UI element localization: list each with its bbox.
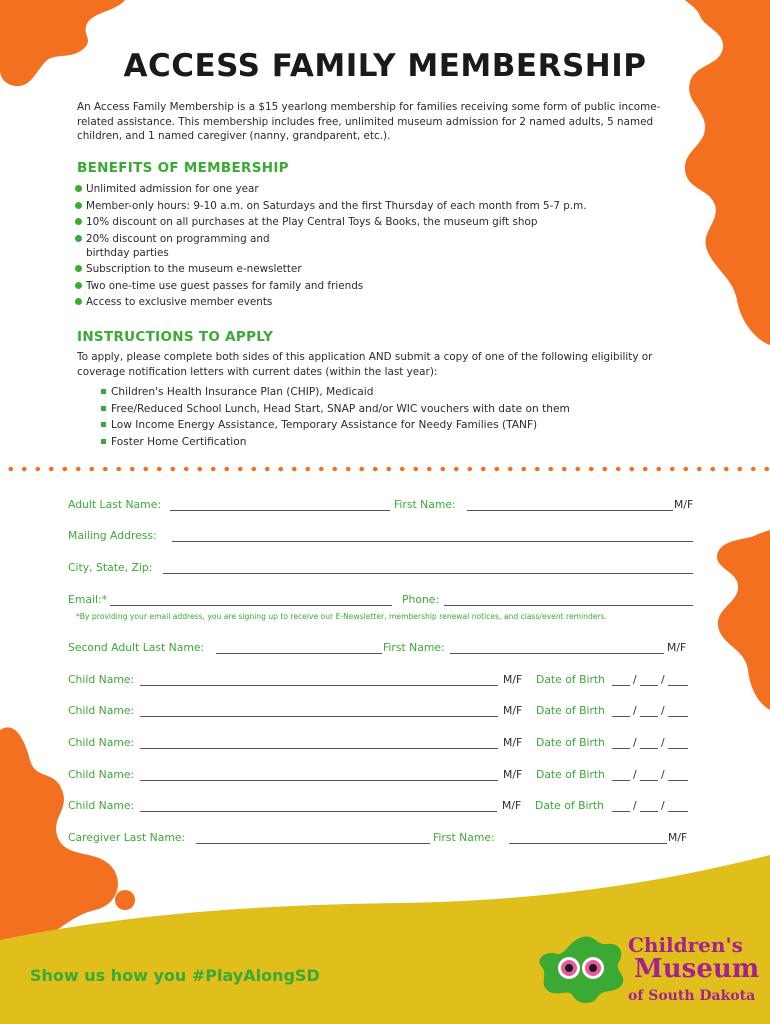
bullet-icon <box>75 185 82 192</box>
caregiver-last-name-label: Caregiver Last Name: <box>68 831 186 844</box>
orange-splat-mid-right <box>690 530 770 710</box>
documents-list <box>101 385 661 451</box>
child-name-field[interactable] <box>140 811 497 812</box>
child-gender-label: M/F <box>502 799 522 812</box>
dob-day-field[interactable] <box>640 811 658 812</box>
bullet-icon <box>75 282 82 289</box>
child-name-label: Child Name: <box>68 736 135 749</box>
instructions-text: To apply, please complete both sides of this application AND submit a copy of one of the following eligibility or coverage notification letters with current dates (within the last year): <box>77 351 653 378</box>
benefits-heading: BENEFITS OF MEMBERSHIP <box>77 160 289 176</box>
adult-last-name-field[interactable] <box>170 510 390 511</box>
dob-separator: / <box>661 673 665 686</box>
email-label: Email:* <box>68 593 107 606</box>
phone-field[interactable] <box>444 605 693 606</box>
square-bullet-icon <box>101 389 106 394</box>
benefit-item: Access to exclusive member events <box>75 295 635 309</box>
document-item: Foster Home Certification <box>101 435 661 449</box>
square-bullet-icon <box>101 439 106 444</box>
document-item: Low Income Energy Assistance, Temporary Assistance for Needy Families (TANF) <box>101 418 661 432</box>
child-name-field[interactable] <box>140 685 498 686</box>
child-gender-label: M/F <box>503 736 523 749</box>
child-name-field[interactable] <box>140 780 498 781</box>
dob-separator: / <box>633 768 637 781</box>
dob-separator: / <box>661 799 665 812</box>
dob-month-field[interactable] <box>612 811 630 812</box>
child-name-label: Child Name: <box>68 704 135 717</box>
date-of-birth-label: Date of Birth <box>535 799 604 812</box>
child-gender-label: M/F <box>503 673 523 686</box>
city-state-zip-field[interactable] <box>163 573 693 574</box>
caregiver-last-name-field[interactable] <box>196 843 430 844</box>
bullet-icon <box>75 235 82 242</box>
child-gender-label: M/F <box>503 704 523 717</box>
dob-separator: / <box>661 736 665 749</box>
dob-year-field[interactable] <box>668 685 688 686</box>
benefit-item: Subscription to the museum e-newsletter <box>75 262 635 276</box>
child-name-field[interactable] <box>140 716 498 717</box>
document-item: Children's Health Insurance Plan (CHIP), Medicaid <box>101 385 661 399</box>
dob-separator: / <box>633 673 637 686</box>
phone-label: Phone: <box>402 593 440 606</box>
intro-paragraph: An Access Family Membership is a $15 yearlong membership for families receiving some form of public income-related assistance. This membership includes free, unlimited museum admission for 2 named adults, 5 named children, and 1 named caregiver (nanny, grandparent, etc.). <box>77 101 661 142</box>
second-adult-first-name-label: First Name: <box>383 641 445 654</box>
city-state-zip-label: City, State, Zip: <box>68 561 153 574</box>
benefit-item: 10% discount on all purchases at the Play Central Toys & Books, the museum gift shop <box>75 215 635 229</box>
dob-day-field[interactable] <box>640 716 658 717</box>
benefits-list <box>75 182 635 312</box>
benefit-item: 20% discount on programming and birthday parties <box>75 232 296 260</box>
dob-day-field[interactable] <box>640 685 658 686</box>
dob-day-field[interactable] <box>640 748 658 749</box>
child-name-label: Child Name: <box>68 768 135 781</box>
logo-line-1: Children's <box>628 933 743 957</box>
second-adult-gender-label: M/F <box>667 641 687 654</box>
adult-first-name-field[interactable] <box>467 510 673 511</box>
dob-separator: / <box>633 736 637 749</box>
bullet-icon <box>75 298 82 305</box>
email-note: *By providing your email address, you are signing up to receive our E-Newsletter, membership renewal notices, and class/event reminders. <box>76 612 607 621</box>
dob-separator: / <box>661 704 665 717</box>
green-splat-icon <box>533 932 633 1007</box>
dob-month-field[interactable] <box>612 716 630 717</box>
second-adult-last-name-field[interactable] <box>216 653 382 654</box>
dob-day-field[interactable] <box>640 780 658 781</box>
email-field[interactable] <box>110 605 392 606</box>
dob-year-field[interactable] <box>668 780 688 781</box>
bullet-icon <box>75 218 82 225</box>
dob-month-field[interactable] <box>612 685 630 686</box>
mailing-address-label: Mailing Address: <box>68 529 157 542</box>
dotted-divider <box>4 466 770 472</box>
mailing-address-field[interactable] <box>172 541 693 542</box>
page-title: ACCESS FAMILY MEMBERSHIP <box>123 48 647 84</box>
date-of-birth-label: Date of Birth <box>536 736 605 749</box>
caregiver-gender-label: M/F <box>668 831 688 844</box>
caregiver-first-name-label: First Name: <box>433 831 495 844</box>
logo-line-3: of South Dakota <box>628 988 756 1004</box>
adult-gender-label: M/F <box>674 498 694 511</box>
date-of-birth-label: Date of Birth <box>536 768 605 781</box>
dob-year-field[interactable] <box>668 748 688 749</box>
dob-year-field[interactable] <box>668 811 688 812</box>
adult-first-name-label: First Name: <box>394 498 456 511</box>
benefit-item: Member-only hours: 9-10 a.m. on Saturdays and the first Thursday of each month from 5-7 p.m. <box>75 199 635 213</box>
second-adult-last-name-label: Second Adult Last Name: <box>68 641 205 654</box>
dob-separator: / <box>633 799 637 812</box>
child-name-field[interactable] <box>140 748 498 749</box>
bullet-icon <box>75 202 82 209</box>
hashtag-footer: Show us how you #PlayAlongSD <box>30 966 320 985</box>
child-name-label: Child Name: <box>68 673 135 686</box>
benefit-item: Unlimited admission for one year <box>75 182 635 196</box>
benefit-item: Two one-time use guest passes for family and friends <box>75 279 635 293</box>
square-bullet-icon <box>101 406 106 411</box>
square-bullet-icon <box>101 422 106 427</box>
dob-separator: / <box>633 704 637 717</box>
bullet-icon <box>75 265 82 272</box>
dob-separator: / <box>661 768 665 781</box>
logo-line-2: Museum <box>634 954 760 984</box>
dob-month-field[interactable] <box>612 748 630 749</box>
dob-year-field[interactable] <box>668 716 688 717</box>
caregiver-first-name-field[interactable] <box>509 843 667 844</box>
date-of-birth-label: Date of Birth <box>536 704 605 717</box>
child-name-label: Child Name: <box>68 799 135 812</box>
document-item: Free/Reduced School Lunch, Head Start, SNAP and/or WIC vouchers with date on them <box>101 402 661 416</box>
dob-month-field[interactable] <box>612 780 630 781</box>
instructions-heading: INSTRUCTIONS TO APPLY <box>77 329 274 345</box>
adult-last-name-label: Adult Last Name: <box>68 498 161 511</box>
child-gender-label: M/F <box>503 768 523 781</box>
date-of-birth-label: Date of Birth <box>536 673 605 686</box>
second-adult-first-name-field[interactable] <box>450 653 664 654</box>
